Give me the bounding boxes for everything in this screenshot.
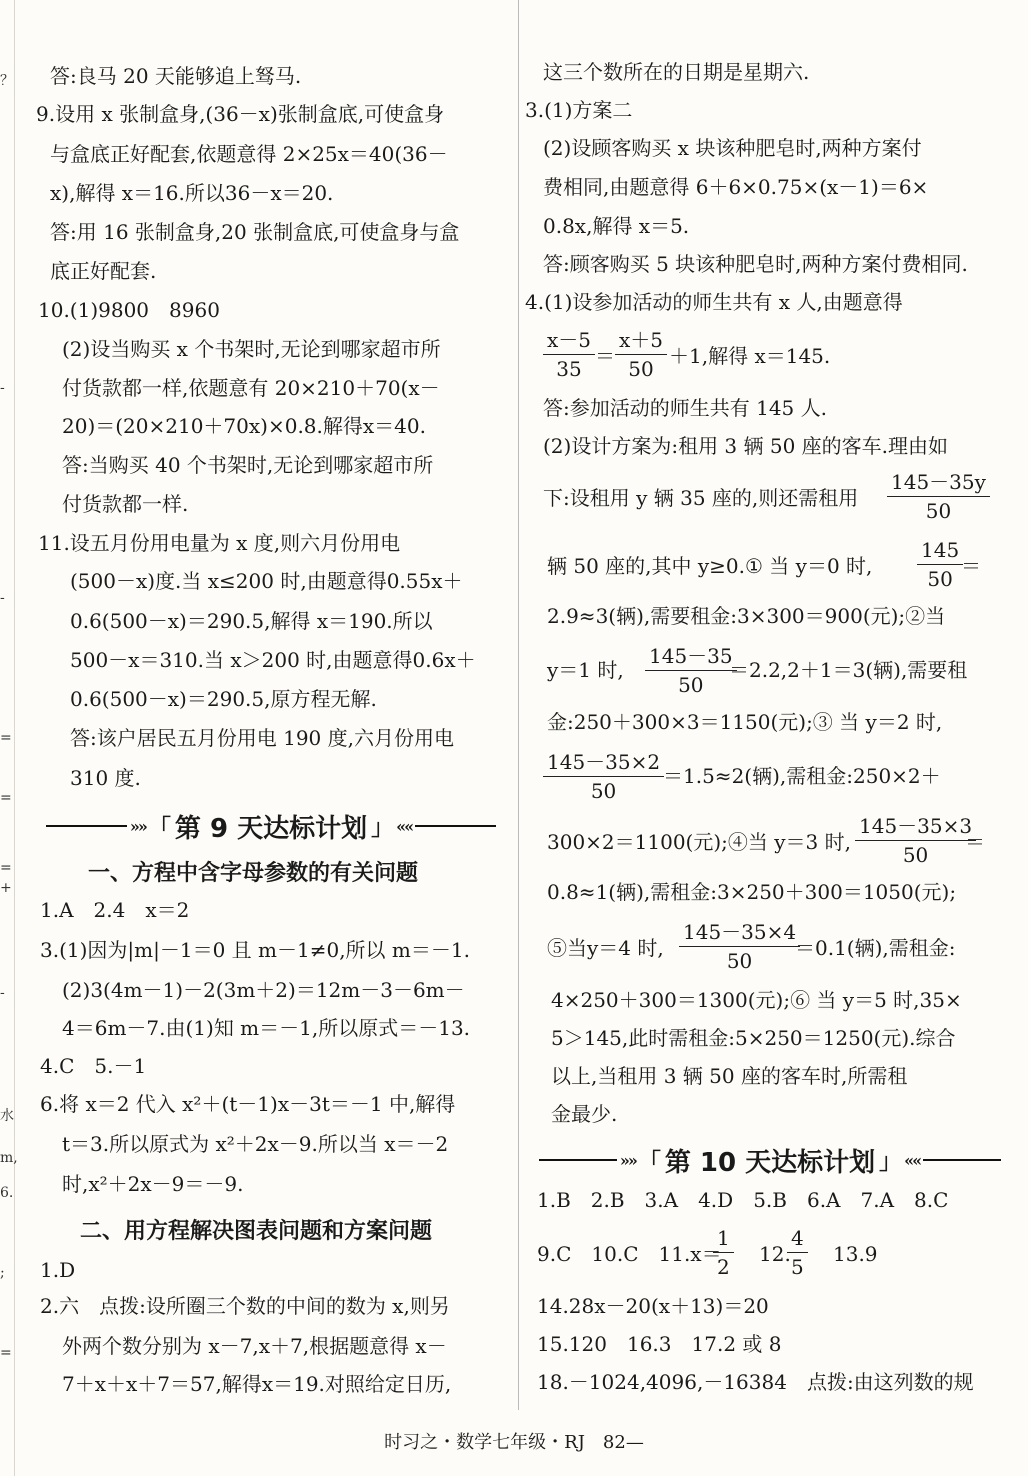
- text-line: 4＝6m－7.由(1)知 m＝－1,所以原式＝－13.: [62, 1016, 471, 1040]
- fraction-denominator: 50: [590, 779, 617, 803]
- banner-arrow-icon: ««: [904, 1150, 921, 1170]
- fraction-numerator: 145－35×2: [543, 752, 664, 777]
- text-line: 与盒底正好配套,依题意得 2×25x＝40(36－: [50, 142, 448, 166]
- fraction-denominator: 2: [717, 1255, 730, 1279]
- text-line: 下:设租用 y 辆 35 座的,则还需租用: [543, 486, 859, 510]
- text-line: 18.－1024,4096,－16384 点拨:由这列数的规: [537, 1370, 974, 1394]
- fraction-numerator: 145－35y: [887, 472, 990, 497]
- fraction: [543, 752, 664, 801]
- text-line: 付货款都一样,依题意有 20×210＋70(x－: [62, 376, 440, 400]
- text-line: 以上,当租用 3 辆 50 座的客车时,所需租: [551, 1064, 908, 1088]
- margin-char: =: [0, 860, 12, 876]
- fraction-numerator: 145－35×4: [679, 922, 800, 947]
- text-line: 4.C 5.－1: [40, 1054, 147, 1078]
- right-column: [518, 0, 1028, 1410]
- fraction-denominator: 35: [556, 357, 582, 381]
- fraction: [679, 922, 800, 971]
- fraction-numerator: 145－35: [645, 646, 737, 671]
- fraction-numerator: x－5: [543, 330, 595, 355]
- text-line: (2)设当购买 x 个书架时,无论到哪家超市所: [62, 337, 441, 361]
- fraction-numerator: 145－35×3: [855, 816, 976, 841]
- page-footer: 时习之・数学七年级・RJ 82—: [384, 1432, 644, 1453]
- text-line: ⑤当y＝4 时,: [547, 936, 664, 960]
- text-line: 13.9: [833, 1242, 878, 1266]
- text-line: 9.设用 x 张制盒身,(36－x)张制盒底,可使盒身: [36, 102, 445, 126]
- text-line: 答:参加活动的师生共有 145 人.: [543, 396, 827, 420]
- fraction: [917, 540, 963, 589]
- banner-rule: [46, 825, 127, 827]
- margin-char: +: [0, 880, 12, 896]
- banner-arrow-icon: »»: [619, 1150, 636, 1170]
- margin-char: -: [0, 590, 5, 606]
- fraction-numerator: 145: [917, 540, 963, 565]
- text-line: 时,x²＋2x－9＝－9.: [62, 1172, 244, 1196]
- margin-char: -: [0, 985, 5, 1001]
- banner-bracket: 」: [371, 814, 394, 841]
- text-line: 答:顾客购买 5 块该种肥皂时,两种方案付费相同.: [543, 252, 968, 276]
- fraction-denominator: 50: [628, 357, 654, 381]
- text-line: ＝: [965, 830, 985, 854]
- fraction-denominator: 50: [925, 499, 952, 523]
- text-line: 这三个数所在的日期是星期六.: [543, 60, 810, 84]
- text-line: 答:该户居民五月份用电 190 度,六月份用电: [70, 726, 454, 750]
- text-line: ＝: [595, 344, 615, 368]
- text-line: 0.8x,解得 x＝5.: [543, 214, 690, 238]
- fraction: [543, 330, 595, 379]
- text-line: 答:当购买 40 个书架时,无论到哪家超市所: [62, 453, 434, 477]
- banner-arrow-icon: »»: [129, 816, 146, 836]
- text-line: x),解得 x＝16.所以36－x＝20.: [50, 181, 334, 205]
- text-line: 付货款都一样.: [62, 492, 189, 516]
- fraction: [713, 1228, 734, 1277]
- text-line: 2.9≈3(辆),需要租金:3×300＝900(元);②当: [547, 604, 946, 628]
- text-line: 底正好配套.: [50, 259, 157, 283]
- text-line: 12.: [759, 1242, 791, 1266]
- text-line: 0.8≈1(辆),需租金:3×250＋300＝1050(元);: [547, 880, 957, 904]
- banner-bracket: 「: [638, 1148, 661, 1175]
- text-line: 500－x＝310.当 x＞200 时,由题意得0.6x＋: [70, 648, 476, 672]
- fraction-denominator: 50: [927, 567, 953, 591]
- text-line: 300×2＝1100(元);④当 y＝3 时,: [547, 830, 851, 854]
- text-line: (2)3(4m－1)－2(3m＋2)＝12m－3－6m－: [62, 978, 465, 1002]
- fraction: [645, 646, 737, 695]
- margin-char: 水: [0, 1108, 14, 1124]
- fraction-denominator: 5: [791, 1255, 804, 1279]
- fraction-denominator: 50: [902, 843, 929, 867]
- fraction-denominator: 50: [726, 949, 753, 973]
- text-line: ＝1.5≈2(辆),需租金:250×2＋: [663, 764, 941, 788]
- text-line: ＝2.2,2＋1＝3(辆),需要租: [729, 658, 968, 682]
- binding-margin: [0, 0, 18, 1476]
- margin-char: =: [0, 730, 12, 746]
- margin-char: 6.: [0, 1185, 14, 1201]
- text-line: 10.(1)9800 8960: [38, 298, 220, 322]
- text-line: (2)设顾客购买 x 块该种肥皂时,两种方案付: [543, 136, 922, 160]
- fraction-numerator: x＋5: [615, 330, 667, 355]
- banner-arrow-icon: ««: [396, 816, 413, 836]
- section-heading: 一、方程中含字母参数的有关问题: [88, 861, 419, 886]
- text-line: 答:良马 20 天能够追上驽马.: [50, 64, 302, 88]
- fraction: [787, 1228, 808, 1277]
- margin-char: -: [0, 380, 5, 396]
- text-line: 金:250＋300×3＝1150(元);③ 当 y＝2 时,: [547, 710, 943, 734]
- fraction: [615, 330, 667, 379]
- text-line: (500－x)度.当 x≤200 时,由题意得0.55x＋: [70, 569, 463, 593]
- day10-title: 第 10 天达标计划: [664, 1147, 876, 1178]
- fraction: [855, 816, 976, 865]
- text-line: 2.六 点拨:设所圈三个数的中间的数为 x,则另: [40, 1294, 450, 1318]
- text-line: 0.6(500－x)＝290.5,解得 x＝190.所以: [70, 609, 433, 633]
- text-line: 费相同,由题意得 6＋6×0.75×(x－1)＝6×: [543, 175, 929, 199]
- text-line: 外两个数分别为 x－7,x＋7,根据题意得 x－: [62, 1334, 447, 1358]
- text-line: y＝1 时,: [547, 658, 624, 682]
- margin-char: ？: [0, 73, 14, 89]
- day10-banner: [539, 1140, 1001, 1180]
- text-line: ＝0.1(辆),需租金:: [795, 936, 956, 960]
- text-line: 7＋x＋x＋7＝57,解得x＝19.对照给定日历,: [62, 1372, 452, 1396]
- text-line: 3.(1)方案二: [525, 98, 633, 122]
- margin-char: ;: [0, 1265, 5, 1281]
- text-line: 4.(1)设参加活动的师生共有 x 人,由题意得: [525, 290, 903, 314]
- banner-rule: [923, 1159, 1001, 1161]
- fraction-numerator: 1: [713, 1228, 734, 1253]
- day9-title: 第 9 天达标计划: [174, 813, 368, 844]
- text-line: ＋1,解得 x＝145.: [669, 344, 831, 368]
- text-line: 3.(1)因为|m|－1＝0 且 m－1≠0,所以 m＝－1.: [40, 938, 470, 962]
- text-line: 14.28x－20(x＋13)＝20: [537, 1294, 769, 1318]
- banner-rule: [415, 825, 496, 827]
- fraction-numerator: 4: [787, 1228, 808, 1253]
- text-line: 答:用 16 张制盒身,20 张制盒底,可使盒身与盒: [50, 220, 460, 244]
- text-line: 1.A 2.4 x＝2: [40, 898, 190, 922]
- text-line: (2)设计方案为:租用 3 辆 50 座的客车.理由如: [543, 434, 949, 458]
- text-line: 1.B 2.B 3.A 4.D 5.B 6.A 7.A 8.C: [537, 1188, 949, 1212]
- text-line: 0.6(500－x)＝290.5,原方程无解.: [70, 687, 377, 711]
- day9-banner: [46, 806, 496, 846]
- text-line: 9.C 10.C 11.x＝: [537, 1242, 722, 1266]
- text-line: t＝3.所以原式为 x²＋2x－9.所以当 x＝－2: [62, 1132, 449, 1156]
- text-line: 15.120 16.3 17.2 或 8: [537, 1332, 782, 1356]
- text-line: 6.将 x＝2 代入 x²＋(t－1)x－3t＝－1 中,解得: [40, 1092, 456, 1116]
- text-line: 20)＝(20×210＋70x)×0.8.解得x＝40.: [62, 414, 426, 438]
- fraction-denominator: 50: [678, 673, 704, 697]
- text-line: 11.设五月份用电量为 x 度,则六月份用电: [38, 531, 401, 555]
- text-line: 辆 50 座的,其中 y≥0.① 当 y＝0 时,: [547, 554, 873, 578]
- banner-bracket: 」: [879, 1148, 902, 1175]
- margin-char: m,: [0, 1150, 18, 1166]
- text-line: 金最少.: [551, 1102, 618, 1126]
- fraction: [887, 472, 990, 521]
- text-line: 4×250＋300＝1300(元);⑥ 当 y＝5 时,35×: [551, 988, 962, 1012]
- text-line: 310 度.: [70, 766, 141, 790]
- text-line: 5＞145,此时需租金:5×250＝1250(元).综合: [551, 1026, 956, 1050]
- text-line: ＝: [961, 554, 981, 578]
- margin-char: =: [0, 790, 12, 806]
- banner-rule: [539, 1159, 617, 1161]
- banner-bracket: 「: [148, 814, 171, 841]
- text-line: 1.D: [40, 1258, 76, 1282]
- margin-char: =: [0, 1345, 12, 1361]
- section-heading: 二、用方程解决图表问题和方案问题: [80, 1219, 433, 1244]
